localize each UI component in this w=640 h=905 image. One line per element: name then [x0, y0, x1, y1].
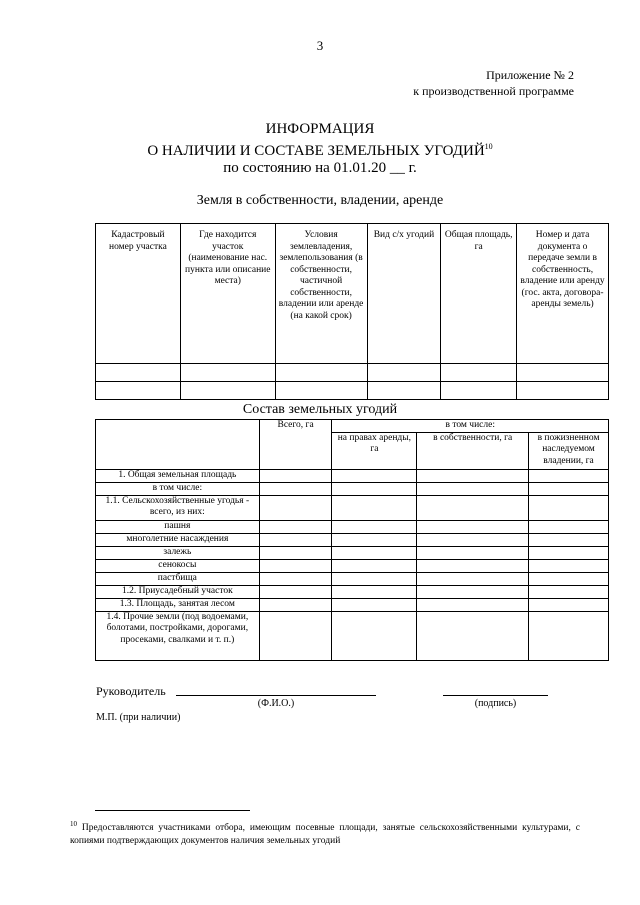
footnote-number: 10 [70, 820, 77, 828]
table-cell[interactable] [417, 520, 529, 533]
table-row [96, 364, 609, 382]
stamp-label: М.П. (при наличии) [96, 712, 181, 723]
table-cell[interactable] [259, 585, 332, 598]
table-cell[interactable] [529, 482, 609, 495]
footnote [70, 818, 580, 848]
table-cell[interactable] [259, 559, 332, 572]
row-label: 1.3. Площадь, занятая лесом [96, 598, 260, 611]
table-cell[interactable] [332, 533, 417, 546]
table-cell[interactable] [529, 611, 609, 660]
table-cell[interactable] [367, 382, 441, 400]
land-composition-table [95, 419, 609, 661]
table-header-row [96, 420, 609, 433]
table-cell[interactable] [332, 585, 417, 598]
table-cell[interactable] [259, 598, 332, 611]
table-cell[interactable] [417, 585, 529, 598]
header-cadastral: Кадастровый номер участка [96, 224, 181, 364]
title-line-2: О НАЛИЧИИ И СОСТАВЕ ЗЕМЕЛЬНЫХ УГОДИЙ [147, 143, 485, 159]
table-cell[interactable] [259, 495, 332, 520]
header-including: в том числе: [332, 420, 609, 433]
table-cell[interactable] [529, 559, 609, 572]
appendix-note [413, 67, 574, 99]
table-cell[interactable] [417, 495, 529, 520]
header-total-area: Общая площадь, га [441, 224, 517, 364]
table-cell[interactable] [417, 598, 529, 611]
row-label: 1.1. Сельскохозяйственные угодья - всего, из них: [96, 495, 260, 520]
table-row [96, 533, 609, 546]
table-row [96, 482, 609, 495]
head-label: Руководитель [96, 684, 166, 698]
table-cell[interactable] [332, 598, 417, 611]
header-document: Номер и дата документа о передаче земли в собственность, владение или аренду (гос. акта, договора-аренды земель) [517, 224, 609, 364]
composition-title: Состав земельных угодий [242, 402, 398, 417]
table-cell[interactable] [332, 611, 417, 660]
table-cell[interactable] [275, 382, 367, 400]
row-label: 1.2. Приусадебный участок [96, 585, 260, 598]
header-lease: на правах аренды, га [332, 432, 417, 469]
table-cell[interactable] [259, 469, 332, 482]
table-cell[interactable] [417, 469, 529, 482]
table-cell[interactable] [529, 585, 609, 598]
table-row [96, 469, 609, 482]
header-total: Всего, га [259, 420, 332, 470]
table-cell[interactable] [529, 572, 609, 585]
appendix-line-2: к производственной программе [413, 84, 574, 98]
table-row [96, 382, 609, 400]
table-cell[interactable] [417, 572, 529, 585]
table-cell[interactable] [417, 533, 529, 546]
table-cell[interactable] [367, 364, 441, 382]
header-lifetime: в пожизненном наследуемом владении, га [529, 432, 609, 469]
table-cell[interactable] [441, 382, 517, 400]
title-line-1: ИНФОРМАЦИЯ [265, 121, 375, 137]
table-cell[interactable] [259, 572, 332, 585]
table-cell[interactable] [180, 382, 275, 400]
title-footnote-ref: 10 [484, 142, 493, 151]
table-cell[interactable] [332, 520, 417, 533]
table-cell[interactable] [259, 533, 332, 546]
row-label: пашня [96, 520, 260, 533]
table-cell[interactable] [417, 482, 529, 495]
table-cell[interactable] [517, 364, 609, 382]
row-label: сенокосы [96, 559, 260, 572]
signature-label: (подпись) [474, 698, 517, 709]
table-cell[interactable] [529, 598, 609, 611]
header-empty [96, 420, 260, 470]
row-label: 1. Общая земельная площадь [96, 469, 260, 482]
table-cell[interactable] [517, 382, 609, 400]
fio-label: (Ф.И.О.) [257, 698, 295, 709]
table-cell[interactable] [259, 482, 332, 495]
table-cell[interactable] [180, 364, 275, 382]
table-cell[interactable] [529, 520, 609, 533]
land-table-subtitle: Земля в собственности, владении, аренде [196, 193, 444, 208]
land-ownership-table [95, 223, 609, 400]
table-header-row [96, 224, 609, 364]
table-cell[interactable] [529, 469, 609, 482]
row-label: в том числе: [96, 482, 260, 495]
header-location: Где находится участок (наименование нас. пункта или описание места) [180, 224, 275, 364]
table-row [96, 546, 609, 559]
table-row [96, 585, 609, 598]
table-cell[interactable] [332, 572, 417, 585]
table-row [96, 598, 609, 611]
row-label: пастбища [96, 572, 260, 585]
table-row [96, 572, 609, 585]
table-row [96, 559, 609, 572]
table-cell[interactable] [417, 546, 529, 559]
table-cell[interactable] [529, 533, 609, 546]
table-cell[interactable] [441, 364, 517, 382]
table-cell[interactable] [275, 364, 367, 382]
header-conditions: Условия землевладения, землепользования (в собственности, частичной собственности, владении или аренде (на какой срок) [275, 224, 367, 364]
table-cell[interactable] [332, 559, 417, 572]
row-label: 1.4. Прочие земли (под водоемами, болотами, постройками, дорогами, просеками, свалками и т. п.) [96, 611, 260, 660]
row-label: многолетние насаждения [96, 533, 260, 546]
table-cell[interactable] [417, 559, 529, 572]
table-cell[interactable] [332, 495, 417, 520]
table-cell[interactable] [417, 611, 529, 660]
table-cell[interactable] [259, 546, 332, 559]
footnote-divider [95, 810, 250, 811]
header-land-type: Вид с/х угодий [367, 224, 441, 364]
table-row [96, 495, 609, 520]
table-cell[interactable] [332, 469, 417, 482]
table-row [96, 611, 609, 660]
table-cell[interactable] [96, 364, 181, 382]
row-label: залежь [96, 546, 260, 559]
table-row [96, 520, 609, 533]
title-line-3: по состоянию на 01.01.20 __ г. [223, 160, 417, 176]
document-title [0, 121, 640, 177]
signature-line[interactable] [443, 681, 548, 696]
fio-line[interactable] [176, 681, 376, 696]
table-cell[interactable] [332, 546, 417, 559]
table-cell[interactable] [529, 546, 609, 559]
table-cell[interactable] [96, 382, 181, 400]
table-cell[interactable] [259, 520, 332, 533]
header-own: в собственности, га [417, 432, 529, 469]
appendix-line-1: Приложение № 2 [486, 68, 574, 82]
page-number: 3 [316, 38, 324, 53]
table-cell[interactable] [529, 495, 609, 520]
table-cell[interactable] [332, 482, 417, 495]
footnote-text: Предоставляются участниками отбора, имеющим посевные площади, занятые сельскохозяйственными культурами, с копиями подтверждающих документов наличия земельных угодий [70, 823, 581, 846]
table-cell[interactable] [259, 611, 332, 660]
